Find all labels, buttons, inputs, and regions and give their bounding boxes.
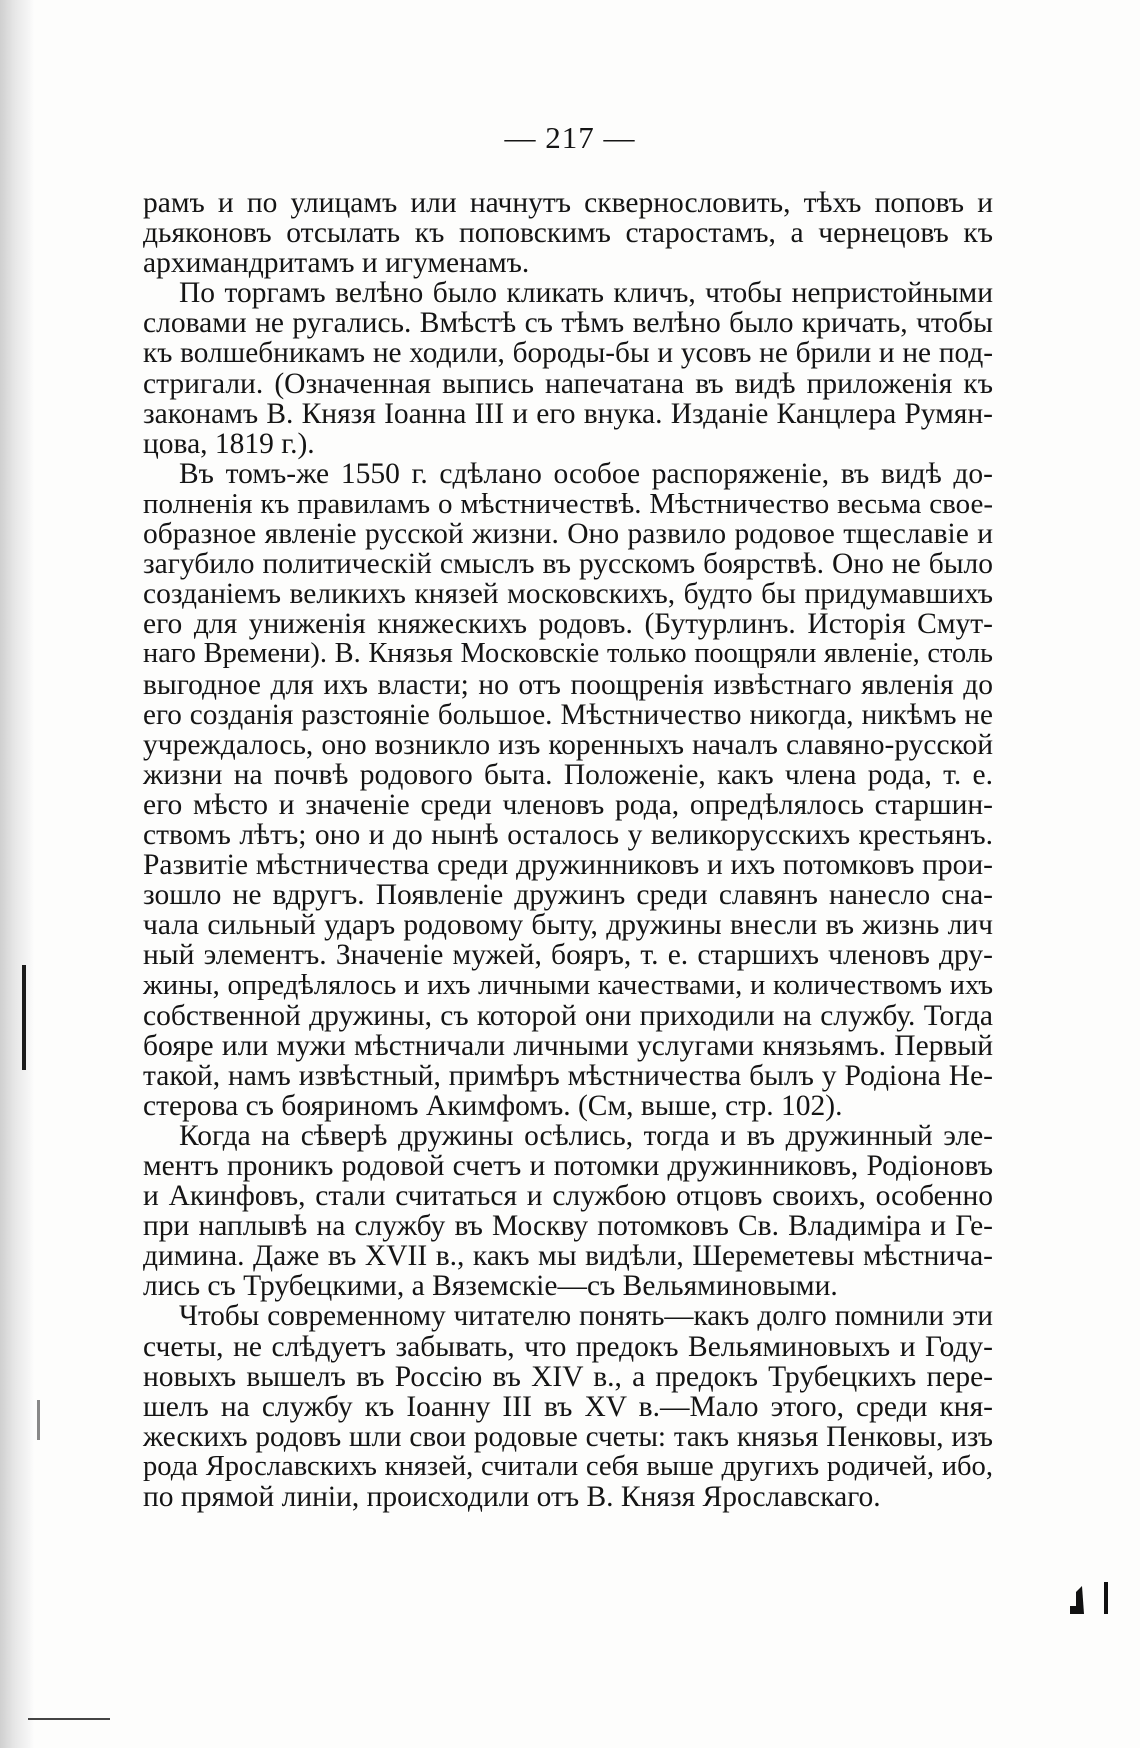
- text-line: созданіемъ великихъ князей московскихъ, будто бы придумавшихъ: [143, 578, 993, 611]
- text-line: къ волшебникамъ не ходили, бороды-бы и усовъ не брили и не под-: [143, 337, 993, 370]
- text-line: По торгамъ велѣно было кликать кличъ, чтобы непристойными: [179, 277, 993, 310]
- text-line: рода Ярославскихъ князей, считали себя выше другихъ родичей, ибо,: [143, 1450, 993, 1482]
- text-line: учреждалось, оно возникло изъ коренныхъ началъ славяно-русской: [143, 728, 993, 761]
- text-line: полненія къ правиламъ о мѣстничествѣ. Мѣстничество весьма свое-: [143, 487, 993, 520]
- text-line: чала сильный ударъ родовому быту, дружины внесли въ жизнь лич: [143, 909, 993, 942]
- text-line: счеты, не слѣдуетъ забывать, что предокъ Вельяминовыхъ и Году-: [143, 1330, 993, 1363]
- text-line: жизни на почвѣ родового быта. Положеніе, какъ члена рода, т. е.: [143, 758, 993, 791]
- text-line: Чтобы современному читателю понять—какъ долго помнили эти: [179, 1300, 993, 1333]
- ink-blot-icon: [1068, 1580, 1114, 1616]
- text-line: такой, намъ извѣстный, примѣръ мѣстничества былъ у Родіона Не-: [143, 1059, 993, 1092]
- text-line: дьяконовъ отсылать къ поповскимъ старостамъ, а чернецовъ къ: [143, 217, 993, 250]
- text-line: архимандритамъ и игуменамъ.: [143, 247, 530, 280]
- margin-smudge: [37, 1400, 40, 1440]
- text-line: рамъ и по улицамъ или начнутъ сквернословить, тѣхъ поповъ и: [143, 187, 993, 219]
- text-line: ный элементъ. Значеніе мужей, бояръ, т. е. старшихъ членовъ дру-: [143, 939, 993, 972]
- text-line: собственной дружины, съ которой они приходили на службу. Тогда: [143, 999, 993, 1032]
- margin-mark: [22, 965, 26, 1070]
- text-line: его созданія разстояніе большое. Мѣстничество никогда, никѣмъ не: [143, 698, 993, 731]
- text-line: шелъ на службу къ Іоанну III въ XV в.—Мало этого, среди кня-: [143, 1390, 993, 1423]
- text-line: зошло не вдругъ. Появленіе дружинъ среди славянъ нанесло сна-: [143, 879, 993, 912]
- bottom-rule: [28, 1718, 110, 1720]
- text-line: новыхъ вышелъ въ Россію въ XIV в., а предокъ Трубецкихъ пере-: [143, 1360, 993, 1393]
- text-line: ментъ проникъ родовой счетъ и потомки дружинниковъ, Родіоновъ: [143, 1150, 993, 1182]
- text-line: выгодное для ихъ власти; но отъ поощренія извѣстнаго явленія до: [143, 668, 993, 701]
- text-line: бояре или мужи мѣстничали личными услугами князьямъ. Первый: [143, 1029, 993, 1062]
- scan-shadow: [0, 0, 34, 1748]
- text-line: и Акинфовъ, стали считаться и службою отцовъ своихъ, особенно: [143, 1180, 993, 1213]
- text-line: наго Времени). В. Князья Московскіе только поощряли явленіе, столь: [143, 638, 993, 670]
- body-text: [143, 188, 993, 1512]
- text-line: его для униженія княжескихъ родовъ. (Бутурлинъ. Исторія Смут-: [143, 608, 993, 641]
- text-line: лись съ Трубецкими, а Вяземскіе—съ Вельяминовыми.: [143, 1270, 838, 1303]
- page-number: — 217 —: [504, 120, 636, 155]
- text-line: загубило политическій смыслъ въ русскомъ боярствѣ. Оно не было: [143, 548, 993, 581]
- text-line: жины, опредѣлялось и ихъ личными качествами, и количествомъ ихъ: [143, 969, 993, 1002]
- text-line: жескихъ родовъ шли свои родовые счеты: такъ князья Пенковы, изъ: [143, 1420, 993, 1453]
- text-line: Въ томъ-же 1550 г. сдѣлано особое распоряженіе, въ видѣ до-: [179, 457, 993, 490]
- text-line: Когда на сѣверѣ дружины осѣлись, тогда и въ дружинный эле-: [179, 1119, 993, 1152]
- text-line: стерова съ бояриномъ Акимфомъ. (См, выше, стр. 102).: [143, 1089, 843, 1122]
- text-line: ствомъ лѣтъ; оно и до нынѣ осталось у великорусскихъ крестьянъ.: [143, 818, 993, 851]
- text-line: по прямой линіи, происходили отъ В. Князя Ярославскаго.: [143, 1481, 881, 1514]
- text-line: словами не ругались. Вмѣстѣ съ тѣмъ велѣно было кричать, чтобы: [143, 307, 993, 340]
- text-line: при наплывѣ на службу въ Москву потомковъ Св. Владиміра и Ге-: [143, 1210, 993, 1243]
- text-line: образное явленіе русской жизни. Оно развило родовое тщеславіе и: [143, 518, 993, 551]
- text-line: Развитіе мѣстничества среди дружинниковъ и ихъ потомковъ прои-: [143, 849, 993, 882]
- text-line: законамъ В. Князя Іоанна III и его внука. Изданіе Канцлера Румян-: [143, 397, 993, 430]
- text-line: цова, 1819 г.).: [143, 427, 315, 460]
- text-line: его мѣсто и значеніе среди членовъ рода, опредѣлялось старшин-: [143, 788, 993, 821]
- text-line: димина. Даже въ XVII в., какъ мы видѣли, Шереметевы мѣстнича-: [143, 1240, 993, 1273]
- text-line: стригали. (Означенная выпись напечатана въ видѣ приложенія къ: [143, 367, 993, 400]
